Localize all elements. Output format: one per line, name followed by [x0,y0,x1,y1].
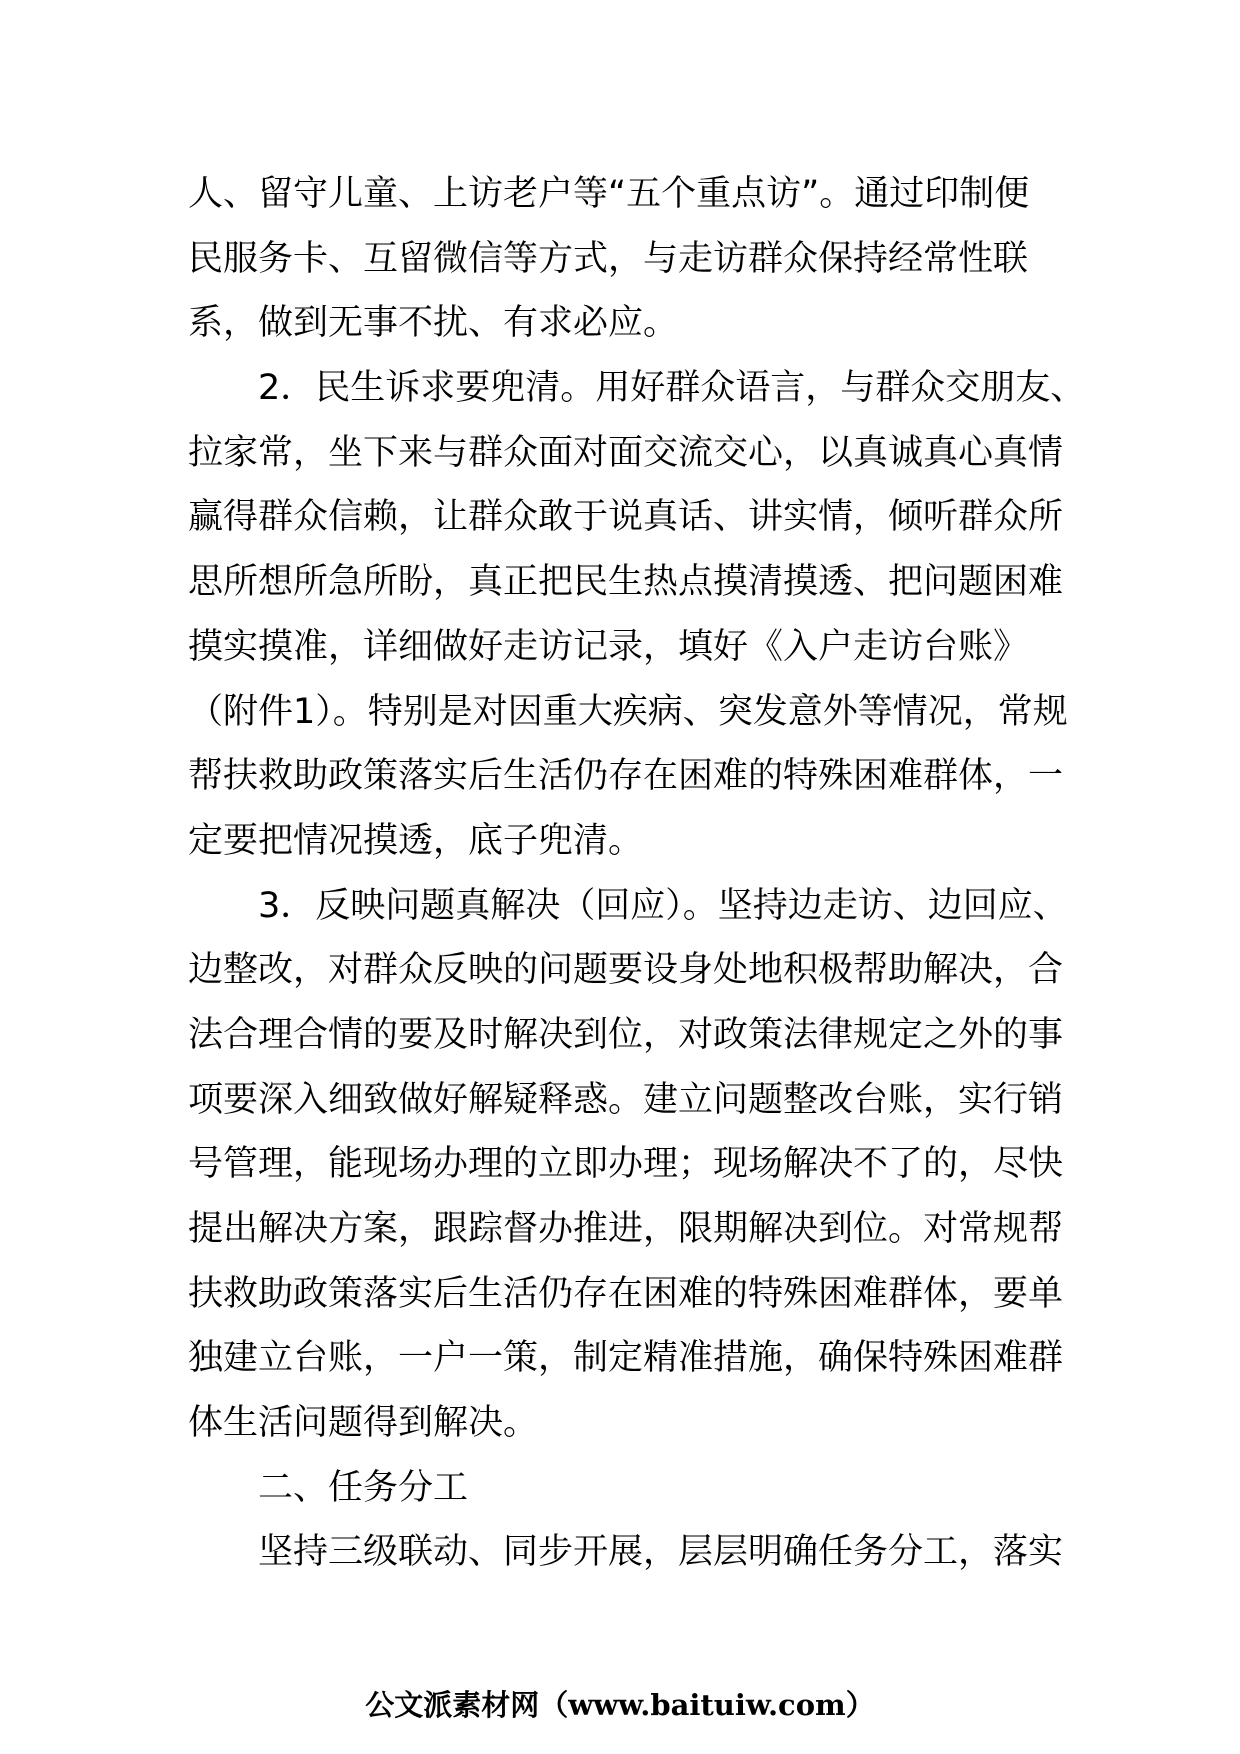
paragraph-2-heading-line: 2．民生诉求要兜清。用好群众语言，与群众交朋友、 [258,368,1086,409]
text-line: 定要把情况摸透，底子兜清。 [188,820,644,861]
text-line: 民服务卡、互留微信等方式，与走访群众保持经常性联 [188,238,1029,279]
text-line: 赢得群众信赖，让群众敢于说真话、讲实情，倾听群众所 [188,497,1064,538]
document-body [188,162,1086,1585]
text-line: 扶救助政策落实后生活仍存在困难的特殊困难群体，要单 [188,1273,1064,1314]
text-line: 摸实摸准，详细做好走访记录，填好《入户走访台账》 [188,626,1029,667]
text-line: 拉家常，坐下来与群众面对面交流交心，以真诚真心真情 [188,432,1064,473]
text-line: 边整改，对群众反映的问题要设身处地积极帮助解决，合 [188,950,1064,991]
footer-watermark: 公文派素材网（www.baituiw.com） [365,1688,875,1722]
text-line: 思所想所急所盼，真正把民生热点摸清摸透、把问题困难 [188,562,1064,603]
text-line: 人、留守儿童、上访老户等“五个重点访”。通过印制便 [188,174,1030,214]
text-line: 号管理，能现场办理的立即办理；现场解决不了的，尽快 [188,1144,1064,1185]
text-line: 独建立台账，一户一策，制定精准措施，确保特殊困难群 [188,1338,1064,1379]
text-line: 法合理合情的要及时解决到位，对政策法律规定之外的事 [188,1014,1064,1055]
paragraph-3-heading-line: 3．反映问题真解决（回应）。坚持边走访、边回应、 [258,885,1068,926]
text-line: 系，做到无事不扰、有求必应。 [188,303,679,344]
text-line: 体生活问题得到解决。 [188,1403,539,1444]
text-line: 提出解决方案，跟踪督办推进，限期解决到位。对常规帮 [188,1209,1064,1249]
text-line: 帮扶救助政策落实后生活仍存在困难的特殊困难群体，一 [188,756,1064,797]
text-line: （附件1）。特别是对因重大疾病、突发意外等情况，常规 [188,691,1068,732]
text-line: 项要深入细致做好解疑释惑。建立问题整改台账，实行销 [188,1079,1064,1120]
text-line: 坚持三级联动、同步开展，层层明确任务分工，落实 [258,1532,1064,1573]
section-heading: 二、任务分工 [258,1467,469,1508]
